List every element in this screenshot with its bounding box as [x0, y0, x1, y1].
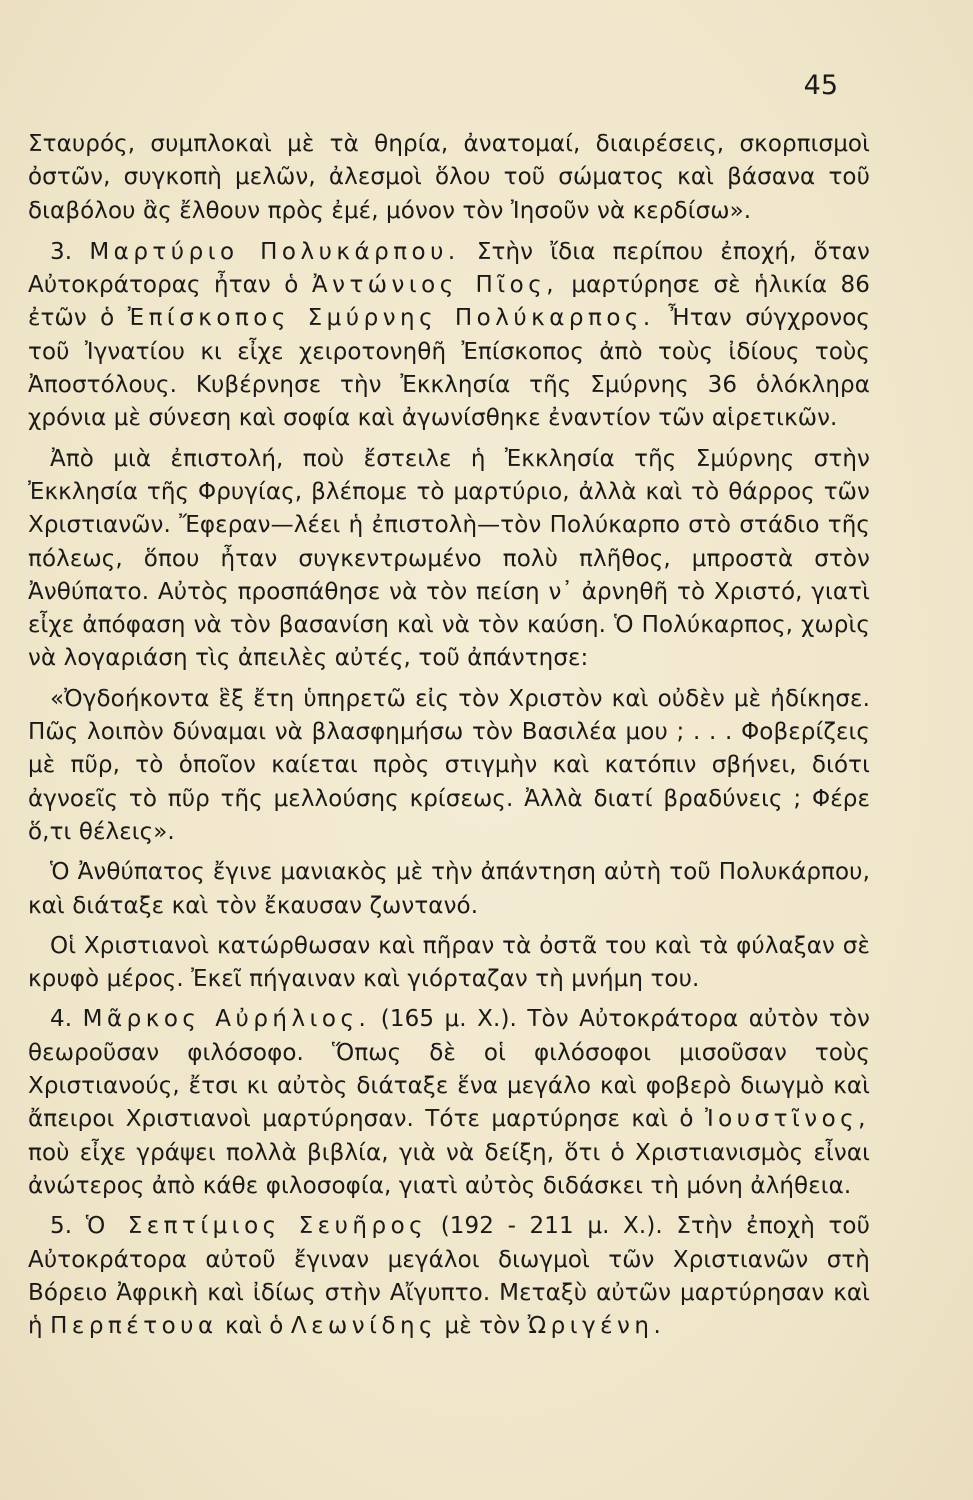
section-number: 5.: [50, 1213, 73, 1240]
origen-name: Ὠριγένη.: [527, 1313, 666, 1340]
text-run: (165 μ. Χ.). Τὸν Αὐτοκράτορα αὐτὸν τὸν θεωροῦσαν φιλόσοφο. Ὅπως δὲ οἱ φιλόσοφοι μισοῦσαν τοὺς Χριστιανούς, ἔτσι κι αὐτὸς διάταξε ἕνα μεγάλο καὶ φοβερὸ διωγμὸ καὶ ἄπειροι Χριστιανοὶ μαρτύρησαν. Τότε μαρτύρησε καὶ ὁ: [28, 1006, 871, 1133]
paragraph-marcus-aurelius: [28, 1003, 870, 1203]
body-text: [28, 128, 870, 1350]
paragraph-septimius-severus: [28, 1210, 870, 1343]
text-run: μαρτύρησε σὲ ἡλικία 86 ἐτῶν ὁ: [28, 272, 870, 332]
text-run: μὲ τὸν: [444, 1313, 521, 1340]
text-run: Ἦταν σύγχρονος τοῦ Ἰγνατίου κι εἶχε χειροτονηθῆ Ἐπίσκοπος ἀπὸ τοὺς ἰδίους τοὺς Ἀποστόλους. Κυβέρνησε τὴν Ἐκκλησία τῆς Σμύρνης 36 ὁλόκληρα χρόνια μὲ σύνεση καὶ σοφία καὶ ἀγωνίσθηκε ἐναντίον τῶν αἱρετικῶν.: [28, 305, 871, 432]
paragraph-quote-ending: Σταυρός, συμπλοκαὶ μὲ τὰ θηρία, ἀνατομαί, διαιρέσεις, σκορπισμοὶ ὀστῶν, συγκοπὴ μελῶν, ἀλεσμοὶ ὅλου τοῦ σώματος καὶ βάσανα τοῦ διαβόλου ἂς ἔλθουν πρὸς ἐμέ, μόνον τὸν Ἰησοῦν νὰ κερδίσω».: [28, 131, 870, 224]
section-heading: Μᾶρκος Αὐρήλιος.: [82, 1006, 371, 1033]
paragraph-letter: Ἀπὸ μιὰ ἐπιστολή, ποὺ ἔστειλε ἡ Ἐκκλησία τῆς Σμύρνης στὴν Ἐκκλησία τῆς Φρυγίας, βλέπομε τὸ μαρτύριο, ἀλλὰ καὶ τὸ θάρρος τῶν Χριστιανῶν. Ἔφεραν—λέει ἡ ἐπιστολὴ—τὸν Πολύκαρπο στὸ στάδιο τῆς πόλεως, ὅπου ἦταν συγκεντρωμένο πολὺ πλῆθος, μπροστὰ στὸν Ἀνθύπατο. Αὐτὸς προσπάθησε νὰ τὸν πείση ν᾽ ἀρνηθῆ τὸ Χριστό, γιατὶ εἶχε ἀπόφαση νὰ τὸν βασανίση καὶ νὰ τὸν καύση. Ὁ Πολύκαρπος, χωρὶς νὰ λογαριάση τὶς ἀπειλὲς αὐτές, τοῦ ἀπάντησε:: [28, 445, 870, 672]
text-run: (192 - 211 μ. Χ.). Στὴν ἐποχὴ τοῦ Αὐτοκράτορα αὐτοῦ ἔγιναν μεγάλοι διωγμοὶ τῶν Χριστιανῶν στὴ Βόρειο Ἀφρικὴ καὶ ἰδίως στὴν Αἴγυπτο. Μεταξὺ αὐτῶν μαρτύρησαν καὶ ἡ: [28, 1213, 870, 1340]
paragraph-relics: Οἱ Χριστιανοὶ κατώρθωσαν καὶ πῆραν τὰ ὀστᾶ του καὶ τὰ φύλαξαν σὲ κρυφὸ μέρος. Ἐκεῖ πήγαιναν καὶ γιόρταζαν τὴ μνήμη του.: [28, 932, 870, 993]
page-number: 45: [803, 70, 838, 101]
text-run: ποὺ εἶχε γράψει πολλὰ βιβλία, γιὰ νὰ δείξη, ὅτι ὁ Χριστιανισμὸς εἶναι ἀνώτερος ἀπὸ κάθε φιλοσοφία, γιατὶ αὐτὸς διδάσκει τὴ μόνη ἀλήθεια.: [28, 1139, 870, 1199]
paragraph-polycarp-reply: «Ὀγδοήκοντα ἓξ ἔτη ὑπηρετῶ εἰς τὸν Χριστὸν καὶ οὐδὲν μὲ ἠδίκησε. Πῶς λοιπὸν δύναμαι νὰ βλασφημήσω τὸν Βασιλέα μου ; . . . Φοβερίζεις μὲ πῦρ, τὸ ὁποῖον καίεται πρὸς στιγμὴν καὶ κατόπιν σβήνει, διότι ἀγνοεῖς τὸ πῦρ τῆς μελλούσης κρίσεως. Ἀλλὰ διατί βραδύνεις ; Φέρε ὅ,τι θέλεις».: [28, 685, 870, 845]
paragraph-polycarp-martyrdom: [28, 236, 870, 436]
section-heading: Ὁ Σεπτίμιος Σευῆρος: [85, 1213, 428, 1240]
section-number: 4.: [50, 1006, 73, 1033]
bishop-name: Ἐπίσκοπος Σμύρνης Πολύκαρπος.: [127, 305, 655, 332]
section-number: 3.: [50, 238, 73, 265]
text-run: καὶ ὁ: [225, 1313, 284, 1340]
leonides-name: Λεωνίδης: [290, 1313, 438, 1340]
emperor-name: Ἀντώνιος Πῖος,: [311, 272, 559, 299]
text-run: Στὴν ἴδια περίπου ἐποχή, ὅταν Αὐτοκράτορας ἦταν ὁ: [28, 238, 871, 299]
section-heading: Μαρτύριο Πολυκάρπου.: [89, 238, 460, 265]
justin-name: Ἰουστῖνος,: [704, 1106, 870, 1133]
paragraph-proconsul: Ὁ Ἀνθύπατος ἔγινε μανιακὸς μὲ τὴν ἀπάντηση αὐτὴ τοῦ Πολυκάρπου, καὶ διάταξε καὶ τὸν ἔκαυσαν ζωντανό.: [28, 859, 870, 919]
perpetua-name: Περπέτουα: [50, 1313, 218, 1340]
